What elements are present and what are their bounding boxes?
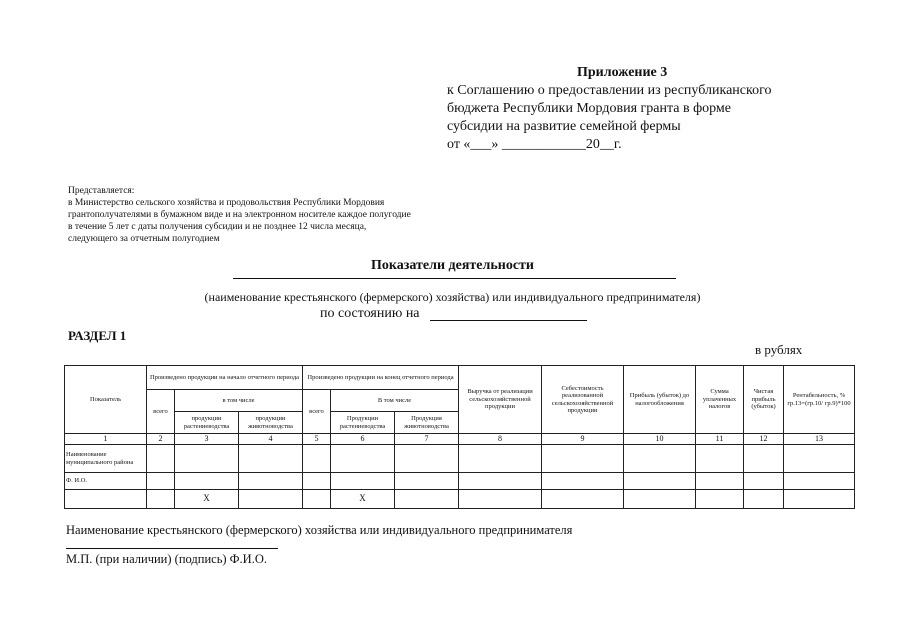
signature-line bbox=[66, 548, 278, 549]
table-cell bbox=[624, 445, 696, 473]
table-cell bbox=[239, 490, 303, 509]
note-line: Представляется: bbox=[68, 186, 135, 196]
table-cell bbox=[459, 473, 542, 490]
appendix-date-line: от «___» ____________20__г. bbox=[447, 137, 622, 152]
table-cell bbox=[696, 445, 744, 473]
table-row bbox=[65, 473, 855, 490]
status-date-line bbox=[430, 320, 587, 321]
note-line: в Министерство сельского хозяйства и продовольствия Республики Мордовия bbox=[68, 198, 385, 208]
x-mark: Х bbox=[331, 490, 395, 509]
col-number: 9 bbox=[542, 434, 624, 445]
col-number: 7 bbox=[395, 434, 459, 445]
table-cell bbox=[542, 473, 624, 490]
header-net-profit: Чистая прибыль (убыток) bbox=[744, 366, 784, 434]
table-cell bbox=[395, 445, 459, 473]
table-cell bbox=[331, 445, 395, 473]
x-mark: Х bbox=[175, 490, 239, 509]
table-cell bbox=[744, 473, 784, 490]
table-cell bbox=[624, 473, 696, 490]
table-cell bbox=[147, 473, 175, 490]
col-number: 5 bbox=[303, 434, 331, 445]
appendix-line: к Соглашению о предоставлении из республиканского bbox=[447, 83, 772, 98]
table-cell bbox=[784, 490, 855, 509]
note-line: следующего за отчетным полугодием bbox=[68, 234, 220, 244]
header-crop-start: продукции растениеводства bbox=[175, 412, 239, 434]
footer-name-label: Наименование крестьянского (фермерского) хозяйства или индивидуального предпринимателя bbox=[66, 523, 573, 537]
header-total-start: всего bbox=[147, 390, 175, 434]
col-number: 12 bbox=[744, 434, 784, 445]
header-start-group: Произведено продукции на начало отчетного периода bbox=[147, 366, 303, 390]
table-cell bbox=[303, 490, 331, 509]
table-cell bbox=[175, 445, 239, 473]
appendix-line: бюджета Республики Мордовия гранта в форме bbox=[447, 101, 732, 116]
table-cell bbox=[744, 445, 784, 473]
header-livestock-start: продукции животноводства bbox=[239, 412, 303, 434]
appendix-title: Приложение 3 bbox=[577, 65, 668, 80]
note-line: в течение 5 лет с даты получения субсидии и не позднее 12 числа месяца, bbox=[68, 222, 367, 232]
header-end-group: Произведено продукции на конец отчетного периода bbox=[303, 366, 459, 390]
header-cost: Себестоимость реализованной сельскохозяйственной продукции bbox=[542, 366, 624, 434]
table-cell bbox=[147, 445, 175, 473]
col-number: 8 bbox=[459, 434, 542, 445]
table-cell bbox=[239, 473, 303, 490]
header-total-end: всего bbox=[303, 390, 331, 434]
row-label: Ф. И.О. bbox=[65, 473, 147, 490]
note-line: грантополучателями в бумажном виде и на электронном носителе каждое полугодие bbox=[68, 210, 411, 220]
table-cell bbox=[395, 490, 459, 509]
table-row bbox=[65, 490, 855, 509]
header-incl-end: В том числе bbox=[331, 390, 459, 412]
status-label: по состоянию на bbox=[320, 306, 420, 321]
table-cell bbox=[303, 445, 331, 473]
table-cell bbox=[624, 490, 696, 509]
col-number: 11 bbox=[696, 434, 744, 445]
table-cell bbox=[542, 490, 624, 509]
name-fill-line bbox=[233, 278, 676, 279]
table-cell bbox=[303, 473, 331, 490]
table-cell bbox=[459, 445, 542, 473]
table-cell bbox=[147, 490, 175, 509]
table-cell bbox=[542, 445, 624, 473]
table-cell bbox=[744, 490, 784, 509]
col-number: 1 bbox=[65, 434, 147, 445]
table-cell bbox=[784, 445, 855, 473]
header-profitability: Рентабельность, % гр.13=(гр.10/ гр.9)*100 bbox=[784, 366, 855, 434]
col-number: 3 bbox=[175, 434, 239, 445]
header-indicator: Показатель bbox=[65, 366, 147, 434]
col-number: 6 bbox=[331, 434, 395, 445]
document-title: Показатели деятельности bbox=[371, 258, 534, 273]
currency-note: в рублях bbox=[755, 342, 803, 357]
table-cell bbox=[696, 473, 744, 490]
col-number: 13 bbox=[784, 434, 855, 445]
col-number: 2 bbox=[147, 434, 175, 445]
table-cell bbox=[331, 473, 395, 490]
header-profit-pre-tax: Прибыль (убыток) до налогообложения bbox=[624, 366, 696, 434]
col-number: 10 bbox=[624, 434, 696, 445]
indicators-table bbox=[64, 365, 855, 509]
header-taxes: Сумма уплаченных налогов bbox=[696, 366, 744, 434]
signature-caption: М.П. (при наличии) (подпись) Ф.И.О. bbox=[66, 552, 267, 566]
row-label: Наименование муниципального района bbox=[65, 445, 147, 473]
table-row bbox=[65, 445, 855, 473]
table-cell bbox=[175, 473, 239, 490]
col-number: 4 bbox=[239, 434, 303, 445]
table-cell bbox=[784, 473, 855, 490]
header-crop-end: Продукции растениеводства bbox=[331, 412, 395, 434]
table-cell bbox=[395, 473, 459, 490]
row-label bbox=[65, 490, 147, 509]
header-revenue: Выручка от реализации сельскохозяйственной продукции bbox=[459, 366, 542, 434]
table-cell bbox=[459, 490, 542, 509]
section-title: РАЗДЕЛ 1 bbox=[68, 328, 127, 343]
table-cell bbox=[239, 445, 303, 473]
header-incl-start: в том числе bbox=[175, 390, 303, 412]
name-caption: (наименование крестьянского (фермерского) хозяйства) или индивидуального предпринимателя) bbox=[204, 290, 701, 304]
appendix-line: субсидии на развитие семейной фермы bbox=[447, 119, 681, 134]
header-livestock-end: Продукция животноводства bbox=[395, 412, 459, 434]
table-cell bbox=[696, 490, 744, 509]
